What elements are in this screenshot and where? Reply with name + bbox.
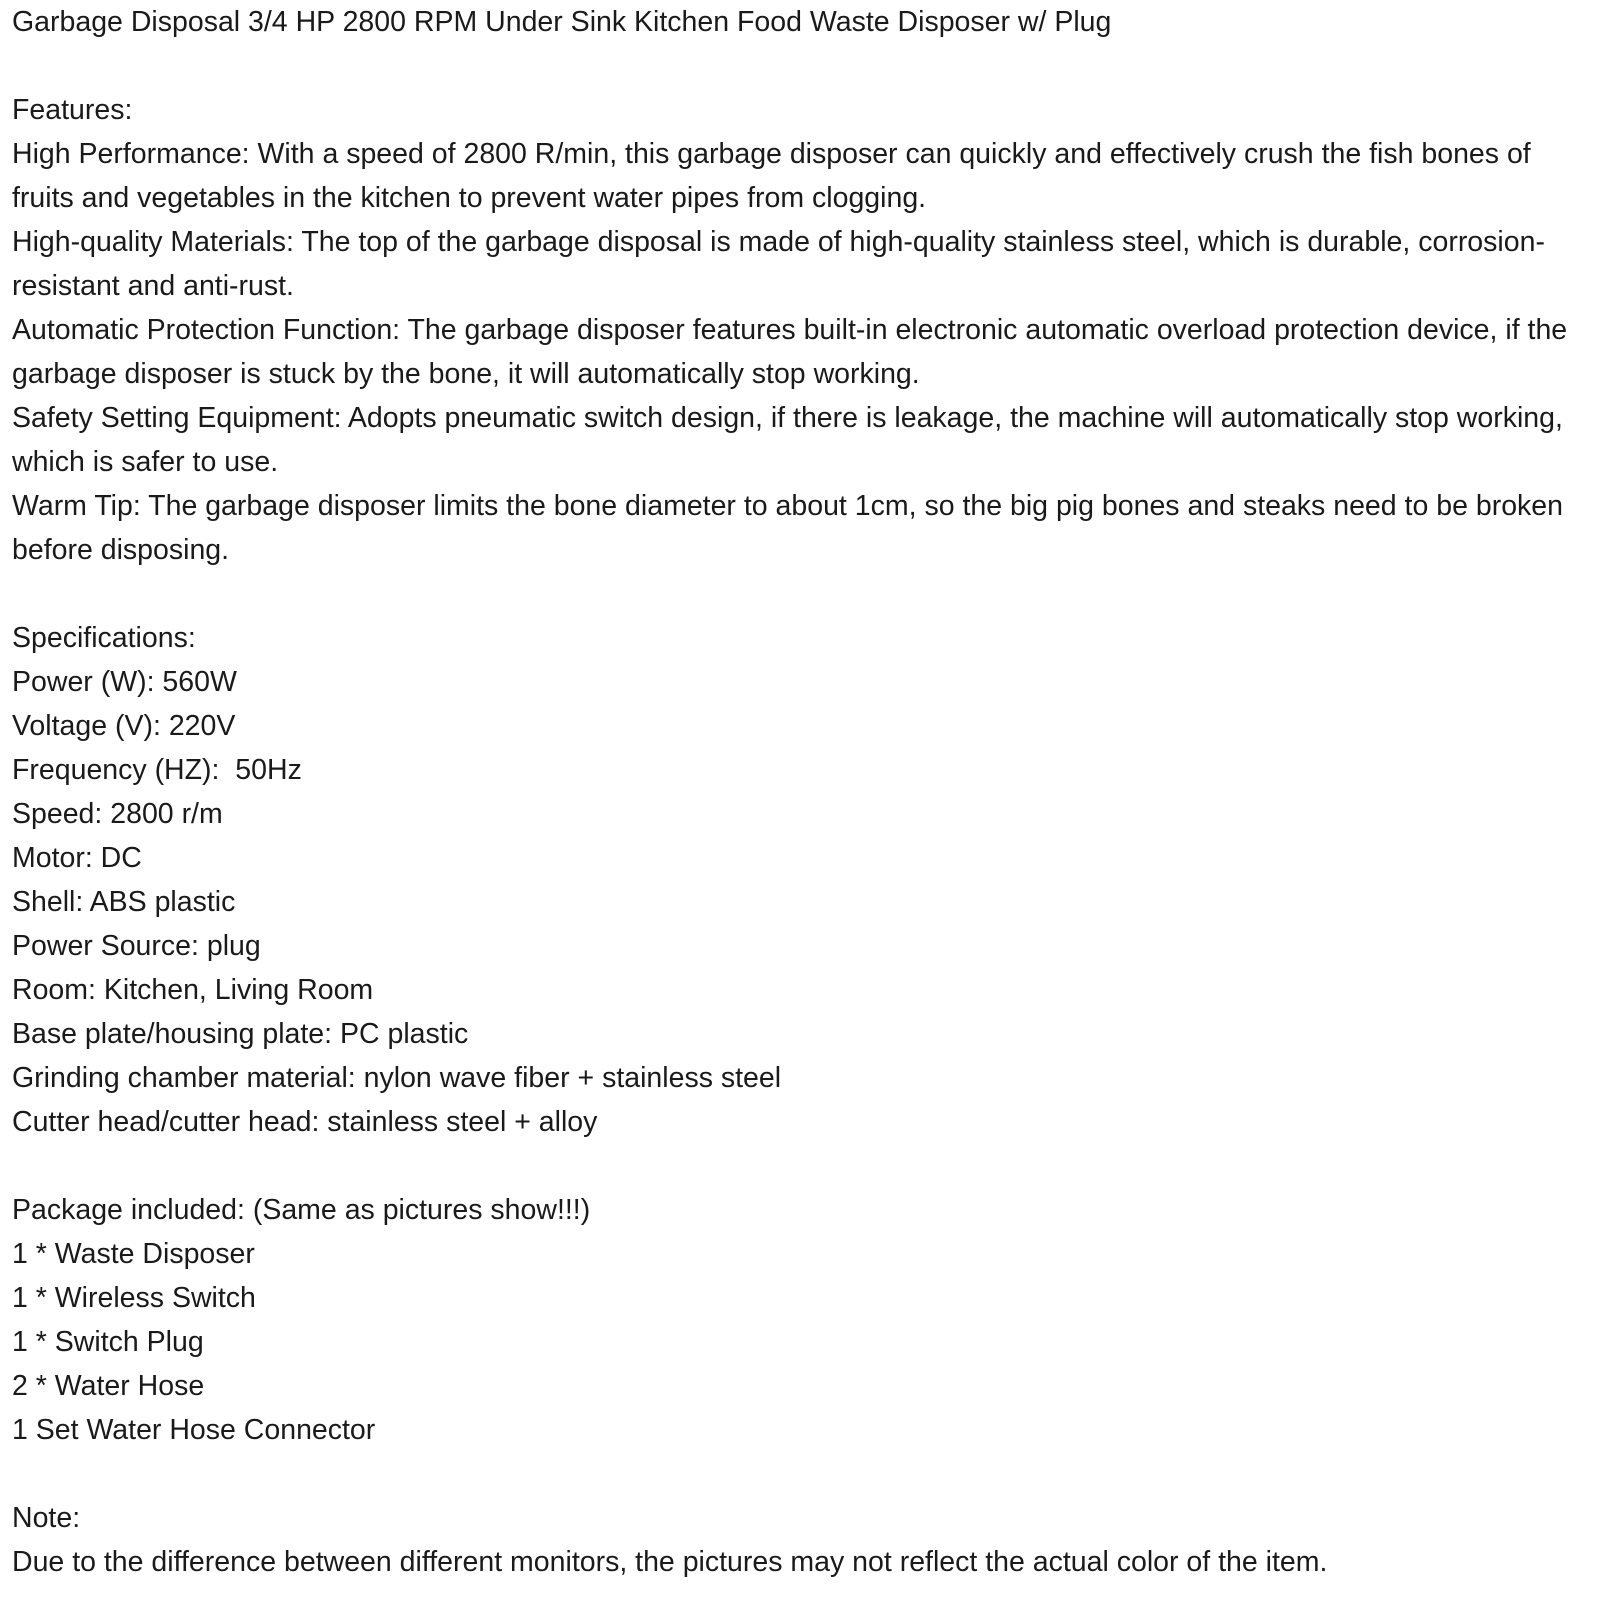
spec-item: Frequency (HZ): 50Hz (12, 754, 302, 786)
spacer (12, 572, 1596, 616)
spec-item: Room: Kitchen, Living Room (12, 974, 374, 1006)
spec-item: Power Source: plug (12, 930, 261, 962)
spacer (12, 44, 1596, 88)
package-item: 1 * Wireless Switch (12, 1282, 256, 1314)
product-description (12, 0, 1596, 1584)
feature-item: Safety Setting Equipment: Adopts pneumatic switch design, if there is leakage, the machine will automatically stop working, which is safer to use. (12, 402, 1563, 478)
spec-item: Shell: ABS plastic (12, 886, 236, 918)
feature-item: Warm Tip: The garbage disposer limits the bone diameter to about 1cm, so the big pig bones and steaks need to be broken before disposing. (12, 490, 1563, 566)
spec-item: Motor: DC (12, 842, 142, 874)
package-item: 2 * Water Hose (12, 1370, 205, 1402)
product-title: Garbage Disposal 3/4 HP 2800 RPM Under Sink Kitchen Food Waste Disposer w/ Plug (12, 6, 1112, 38)
spacer (12, 1144, 1596, 1188)
note-text: Due to the difference between different monitors, the pictures may not reflect the actual color of the item. (12, 1546, 1328, 1578)
spec-item: Cutter head/cutter head: stainless steel + alloy (12, 1106, 598, 1138)
spacer (12, 1452, 1596, 1496)
spec-item: Power (W): 560W (12, 666, 237, 698)
feature-item: High Performance: With a speed of 2800 R/min, this garbage disposer can quickly and effectively crush the fish bones of fruits and vegetables in the kitchen to prevent water pipes from clogging. (12, 138, 1531, 214)
specifications-heading: Specifications: (12, 622, 196, 654)
package-item: 1 Set Water Hose Connector (12, 1414, 376, 1446)
feature-item: Automatic Protection Function: The garbage disposer features built-in electronic automatic overload protection device, if the garbage disposer is stuck by the bone, it will automatically stop working. (12, 314, 1568, 390)
package-item: 1 * Waste Disposer (12, 1238, 255, 1270)
spec-item: Base plate/housing plate: PC plastic (12, 1018, 469, 1050)
features-heading: Features: (12, 94, 133, 126)
package-heading: Package included: (Same as pictures show!!!) (12, 1194, 591, 1226)
note-heading: Note: (12, 1502, 81, 1534)
spec-item: Speed: 2800 r/m (12, 798, 223, 830)
spec-item: Voltage (V): 220V (12, 710, 236, 742)
feature-item: High-quality Materials: The top of the garbage disposal is made of high-quality stainless steel, which is durable, corrosion-resistant and anti-rust. (12, 226, 1545, 302)
spec-item: Grinding chamber material: nylon wave fiber + stainless steel (12, 1062, 782, 1094)
package-item: 1 * Switch Plug (12, 1326, 204, 1358)
